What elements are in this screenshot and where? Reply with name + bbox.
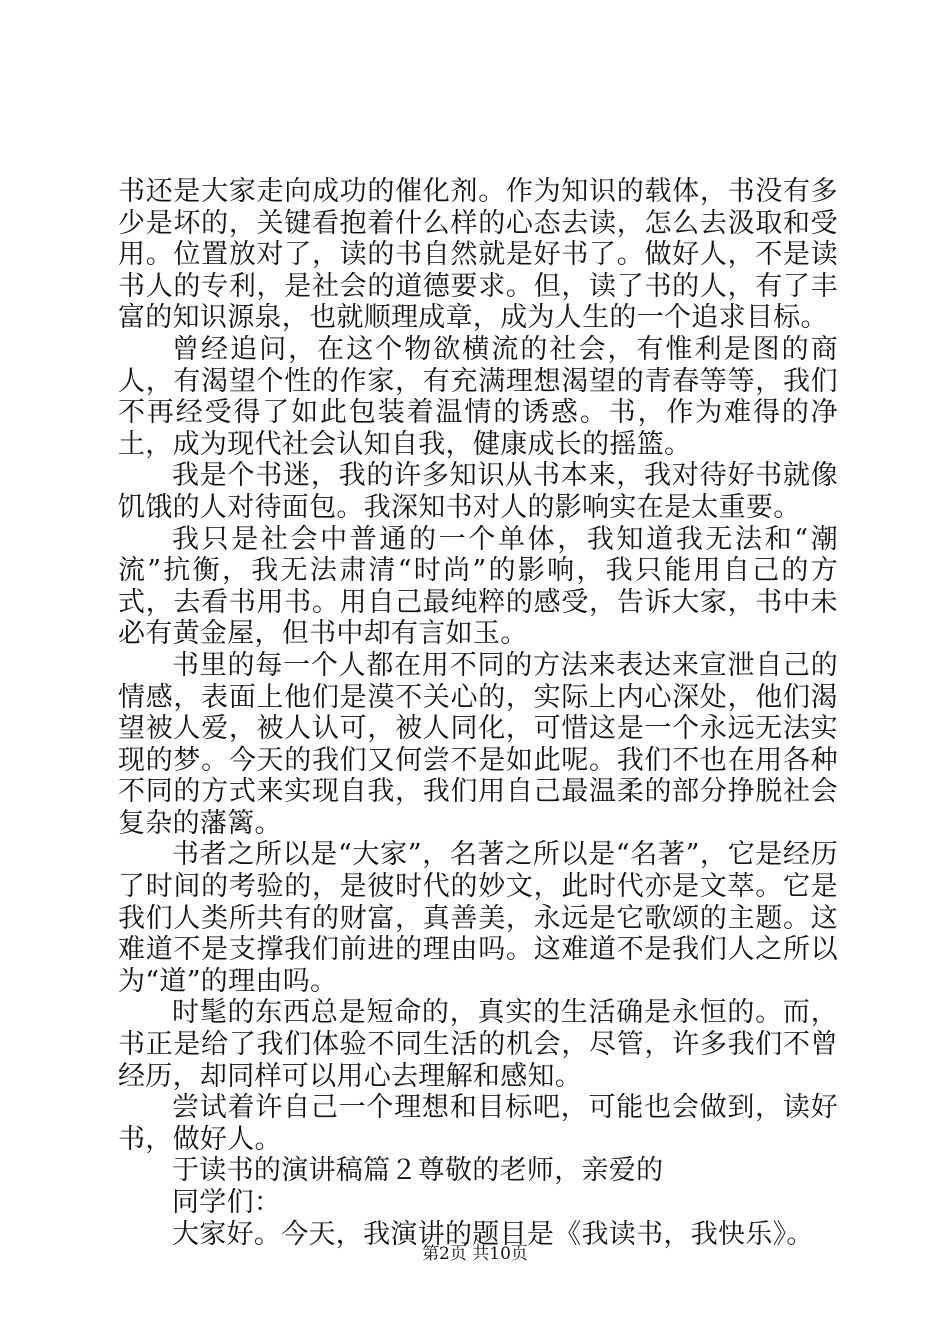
document-body — [118, 176, 838, 1250]
paragraph-9: 于读书的演讲稿篇２尊敬的老师，亲爱的 — [172, 1155, 664, 1187]
paragraph-11: 大家好。今天，我演讲的题目是《我读书，我快乐》。 — [172, 1218, 814, 1250]
paragraph-7: 时髦的东西总是短命的，真实的生活确是永恒的。而，书正是给了我们体验不同生活的机会，尽管，许多我们不曾经历，却同样可以用心去理解和感知。 — [118, 997, 838, 1092]
paragraph-8: 尝试着许自己一个理想和目标吧，可能也会做到，读好书，做好人。 — [118, 1092, 838, 1155]
paragraph-4: 我只是社会中普通的一个单体，我知道我无法和“潮流”抗衡，我无法肃清“时尚”的影响，我只能用自己的方式，去看书用书。用自己最纯粹的感受，告诉大家，书中未必有黄金屋，但书中却有言如玉。 — [118, 523, 838, 650]
paragraph-1: 书还是大家走向成功的催化剂。作为知识的载体，书没有多少是坏的，关键看抱着什么样的心态去读，怎么去汲取和受用。位置放对了，读的书自然就是好书了。做好人，不是读书人的专利，是社会的道德要求。但，读了书的人，有了丰富的知识源泉，也就顺理成章，成为人生的一个追求目标。 — [118, 176, 838, 334]
paragraph-5: 书里的每一个人都在用不同的方法来表达来宣泄自己的情感，表面上他们是漠不关心的，实际上内心深处，他们渴望被人爱，被人认可，被人同化，可惜这是一个永远无法实现的梦。今天的我们又何尝不是如此呢。我们不也在用各种不同的方式来实现自我，我们用自己最温柔的部分挣脱社会复杂的藩篱。 — [118, 649, 838, 839]
paragraph-6: 书者之所以是“大家”，名著之所以是“名著”，它是经历了时间的考验的，是彼时代的妙文，此时代亦是文萃。它是我们人类所共有的财富，真善美，永远是它歌颂的主题。这难道不是支撑我们前进的理由吗。这难道不是我们人之所以为“道”的理由吗。 — [118, 839, 838, 997]
paragraph-2: 曾经追问，在这个物欲横流的社会，有惟利是图的商人，有渴望个性的作家，有充满理想渴望的青春等等，我们不再经受得了如此包装着温情的诱惑。书，作为难得的净土，成为现代社会认知自我，健康成长的摇篮。 — [118, 333, 838, 460]
page-footer: 第2页 共10页 — [422, 1244, 528, 1264]
paragraph-3: 我是个书迷，我的许多知识从书本来，我对待好书就像饥饿的人对待面包。我深知书对人的影响实在是太重要。 — [118, 460, 838, 523]
paragraph-10: 同学们： — [172, 1187, 282, 1218]
